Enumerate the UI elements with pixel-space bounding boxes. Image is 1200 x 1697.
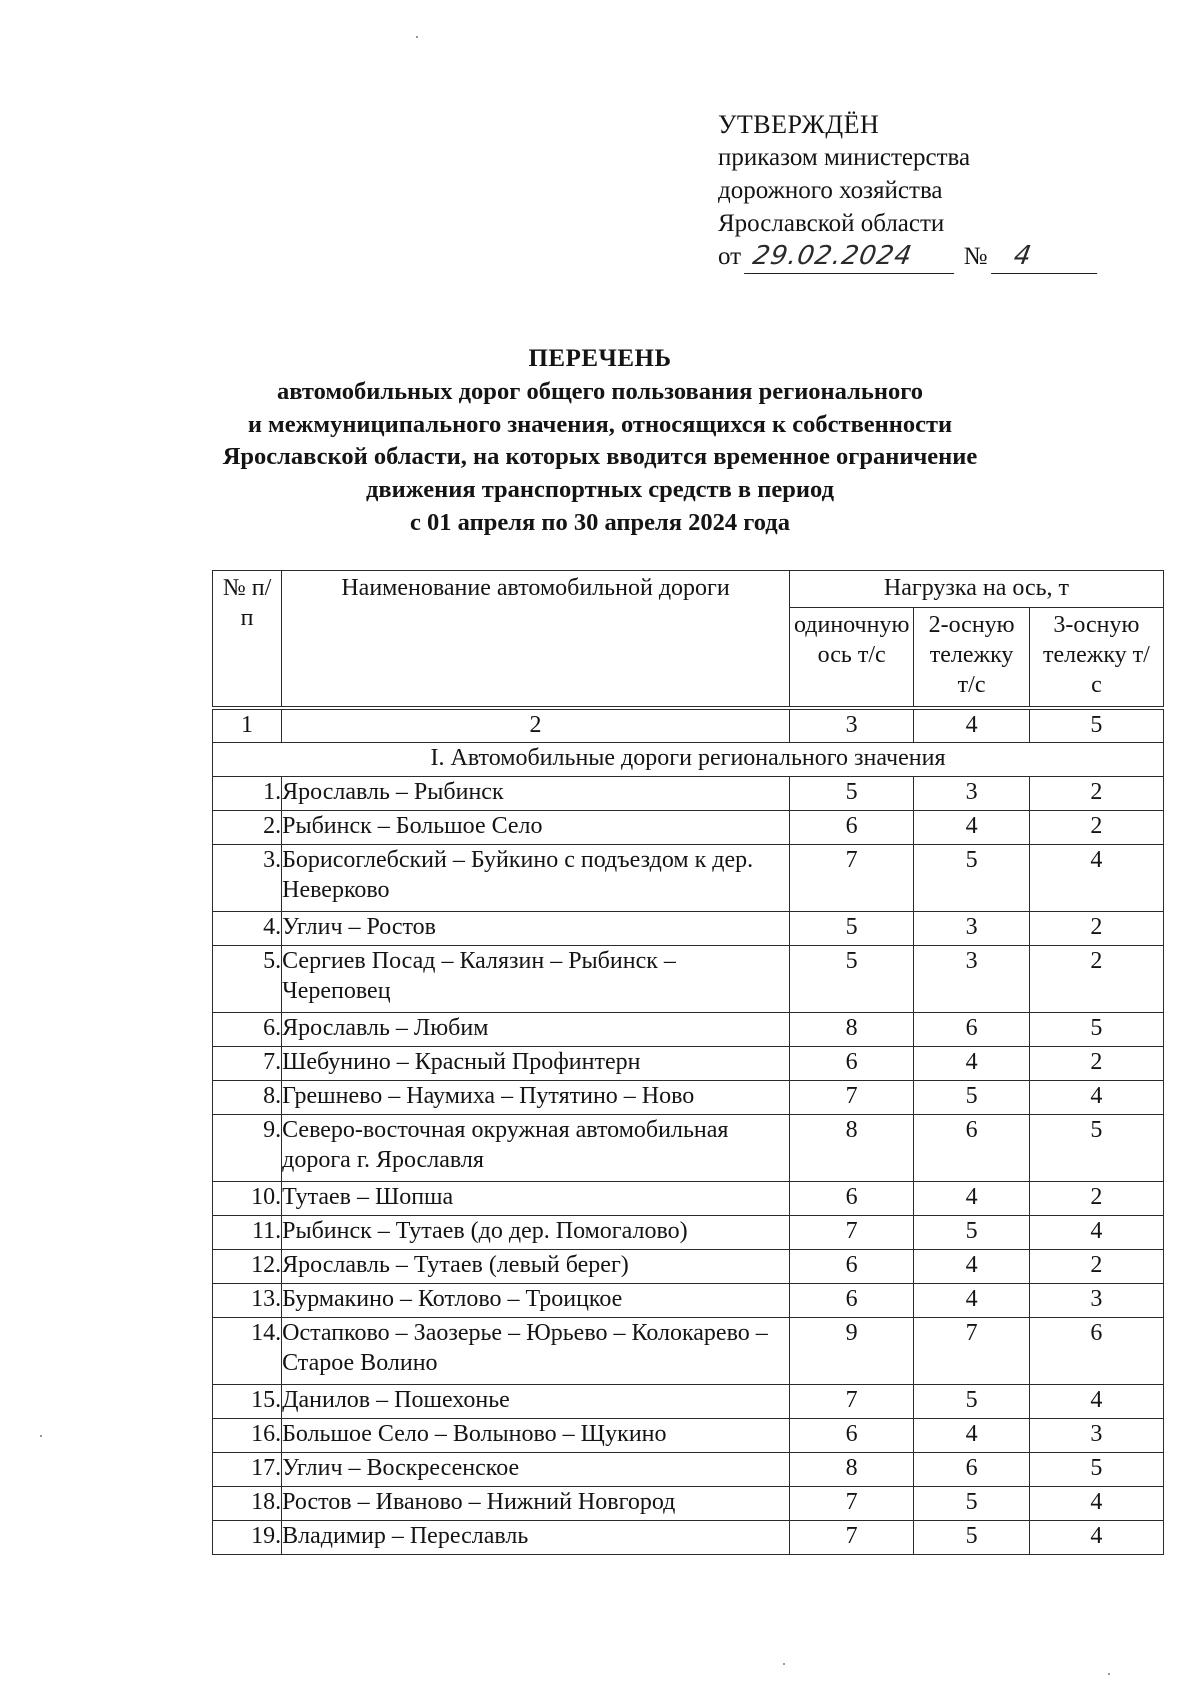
header-number: № п/п [213, 571, 282, 708]
approval-line-1: приказом министерства [718, 144, 971, 171]
three-axle-load: 2 [1029, 945, 1163, 1012]
two-axle-load: 5 [914, 1520, 1029, 1554]
row-number: 11. [213, 1215, 282, 1249]
column-number: 1 [213, 708, 282, 743]
title-main: ПЕРЕЧЕНЬ [528, 345, 672, 372]
three-axle-load: 2 [1029, 911, 1163, 945]
row-number: 12. [213, 1249, 282, 1283]
single-axle-load: 7 [789, 1520, 913, 1554]
three-axle-load: 5 [1029, 1114, 1163, 1181]
table-row [213, 1317, 1164, 1384]
single-axle-load: 6 [789, 1046, 913, 1080]
single-axle-load: 5 [789, 911, 913, 945]
single-axle-load: 8 [789, 1452, 913, 1486]
row-number: 9. [213, 1114, 282, 1181]
single-axle-load: 8 [789, 1012, 913, 1046]
two-axle-load: 4 [914, 1249, 1029, 1283]
row-number: 16. [213, 1418, 282, 1452]
number-label: № [963, 243, 988, 270]
three-axle-load: 4 [1029, 1486, 1163, 1520]
table-row [213, 1486, 1164, 1520]
approval-line-3: Ярославской области [718, 210, 945, 237]
document-title [0, 343, 1200, 540]
two-axle-load: 5 [914, 1384, 1029, 1418]
two-axle-load: 4 [914, 1046, 1029, 1080]
single-axle-load: 6 [789, 1418, 913, 1452]
two-axle-load: 5 [914, 1215, 1029, 1249]
single-axle-load: 5 [789, 945, 913, 1012]
title-line-5: с 01 апреля по 30 апреля 2024 года [410, 508, 790, 536]
table-row [213, 1046, 1164, 1080]
scan-speck [416, 36, 418, 38]
handwritten-date: 29.02.2024 [744, 240, 960, 274]
three-axle-load: 5 [1029, 1012, 1163, 1046]
single-axle-load: 7 [789, 1384, 913, 1418]
approval-date-line [718, 240, 1100, 274]
header-road-name: Наименование автомобильной дороги [282, 571, 790, 708]
roads-table [212, 570, 1164, 1555]
date-prefix: от [718, 243, 742, 270]
road-name: Рыбинск – Большое Село [282, 810, 790, 844]
two-axle-load: 6 [914, 1114, 1029, 1181]
table-row [213, 1215, 1164, 1249]
two-axle-load: 4 [914, 810, 1029, 844]
row-number: 4. [213, 911, 282, 945]
single-axle-load: 7 [789, 1215, 913, 1249]
row-number: 5. [213, 945, 282, 1012]
road-name: Углич – Воскресенское [282, 1452, 790, 1486]
table-row [213, 1418, 1164, 1452]
title-line-1: автомобильных дорог общего пользования регионального [277, 377, 923, 405]
three-axle-load: 2 [1029, 1249, 1163, 1283]
single-axle-load: 6 [789, 810, 913, 844]
three-axle-load: 2 [1029, 776, 1163, 810]
two-axle-load: 3 [914, 911, 1029, 945]
column-number: 2 [282, 708, 790, 743]
road-name: Ростов – Иваново – Нижний Новгород [282, 1486, 790, 1520]
table-row [213, 1080, 1164, 1114]
road-name: Грешнево – Наумиха – Путятино – Ново [282, 1080, 790, 1114]
road-name: Большое Село – Волыново – Щукино [282, 1418, 790, 1452]
row-number: 2. [213, 810, 282, 844]
table-row [213, 1249, 1164, 1283]
three-axle-load: 2 [1029, 810, 1163, 844]
single-axle-load: 7 [789, 844, 913, 911]
two-axle-load: 4 [914, 1181, 1029, 1215]
section-title: I. Автомобильные дороги регионального значения [213, 742, 1164, 776]
table-row [213, 1384, 1164, 1418]
three-axle-load: 6 [1029, 1317, 1163, 1384]
road-name: Тутаев – Шопша [282, 1181, 790, 1215]
road-name: Ярославль – Любим [282, 1012, 790, 1046]
three-axle-load: 4 [1029, 1384, 1163, 1418]
row-number: 19. [213, 1520, 282, 1554]
header-two-axle: 2-осную тележку т/с [914, 608, 1029, 708]
table-row [213, 1520, 1164, 1554]
approval-line-2: дорожного хозяйства [718, 177, 943, 204]
table-row [213, 1452, 1164, 1486]
row-number: 3. [213, 844, 282, 911]
row-number: 17. [213, 1452, 282, 1486]
two-axle-load: 5 [914, 844, 1029, 911]
single-axle-load: 9 [789, 1317, 913, 1384]
two-axle-load: 4 [914, 1418, 1029, 1452]
road-name: Остапково – Заозерье – Юрьево – Колокарево – Старое Волино [282, 1317, 790, 1384]
two-axle-load: 3 [914, 776, 1029, 810]
table-row [213, 945, 1164, 1012]
column-number: 4 [914, 708, 1029, 743]
table-row [213, 1181, 1164, 1215]
table-row [213, 844, 1164, 911]
road-name: Борисоглебский – Буйкино с подъездом к дер. Неверково [282, 844, 790, 911]
road-name: Ярославль – Рыбинск [282, 776, 790, 810]
two-axle-load: 4 [914, 1283, 1029, 1317]
table-row [213, 776, 1164, 810]
road-name: Углич – Ростов [282, 911, 790, 945]
two-axle-load: 5 [914, 1486, 1029, 1520]
handwritten-number: 4 [991, 240, 1103, 274]
scan-speck [783, 1663, 785, 1665]
three-axle-load: 4 [1029, 1080, 1163, 1114]
row-number: 6. [213, 1012, 282, 1046]
road-name: Шебунино – Красный Профинтерн [282, 1046, 790, 1080]
single-axle-load: 8 [789, 1114, 913, 1181]
three-axle-load: 4 [1029, 844, 1163, 911]
three-axle-load: 4 [1029, 1520, 1163, 1554]
three-axle-load: 3 [1029, 1283, 1163, 1317]
two-axle-load: 7 [914, 1317, 1029, 1384]
row-number: 13. [213, 1283, 282, 1317]
single-axle-load: 6 [789, 1249, 913, 1283]
road-name: Северо-восточная окружная автомобильная дорога г. Ярославля [282, 1114, 790, 1181]
column-number: 3 [789, 708, 913, 743]
title-line-3: Ярославской области, на которых вводится временное ограничение [222, 443, 978, 471]
road-name: Ярославль – Тутаев (левый берег) [282, 1249, 790, 1283]
table-row [213, 810, 1164, 844]
single-axle-load: 5 [789, 776, 913, 810]
single-axle-load: 6 [789, 1181, 913, 1215]
road-name: Данилов – Пошехонье [282, 1384, 790, 1418]
header-single-axle: одиночную ось т/с [789, 608, 913, 708]
two-axle-load: 6 [914, 1012, 1029, 1046]
road-name: Владимир – Переславль [282, 1520, 790, 1554]
row-number: 15. [213, 1384, 282, 1418]
scan-speck [40, 1435, 42, 1437]
row-number: 8. [213, 1080, 282, 1114]
three-axle-load: 2 [1029, 1046, 1163, 1080]
two-axle-load: 3 [914, 945, 1029, 1012]
approval-block [718, 108, 1100, 274]
row-number: 10. [213, 1181, 282, 1215]
table-row [213, 1114, 1164, 1181]
approval-heading: УТВЕРЖДЁН [718, 110, 880, 139]
three-axle-load: 5 [1029, 1452, 1163, 1486]
table-row [213, 1012, 1164, 1046]
single-axle-load: 6 [789, 1283, 913, 1317]
row-number: 7. [213, 1046, 282, 1080]
single-axle-load: 7 [789, 1486, 913, 1520]
three-axle-load: 2 [1029, 1181, 1163, 1215]
section-row [213, 742, 1164, 776]
title-line-4: движения транспортных средств в период [366, 476, 834, 504]
row-number: 18. [213, 1486, 282, 1520]
row-number: 14. [213, 1317, 282, 1384]
road-name: Бурмакино – Котлово – Троицкое [282, 1283, 790, 1317]
three-axle-load: 3 [1029, 1418, 1163, 1452]
road-name: Сергиев Посад – Калязин – Рыбинск – Череповец [282, 945, 790, 1012]
table-row [213, 1283, 1164, 1317]
header-three-axle: 3-осную тележку т/с [1029, 608, 1163, 708]
scan-speck [1108, 1673, 1110, 1675]
three-axle-load: 4 [1029, 1215, 1163, 1249]
row-number: 1. [213, 776, 282, 810]
title-line-2: и межмуниципального значения, относящихся к собственности [247, 410, 953, 438]
column-numbers-row [213, 708, 1164, 743]
two-axle-load: 5 [914, 1080, 1029, 1114]
road-name: Рыбинск – Тутаев (до дер. Помогалово) [282, 1215, 790, 1249]
header-axle-load: Нагрузка на ось, т [789, 571, 1163, 608]
table-row [213, 911, 1164, 945]
two-axle-load: 6 [914, 1452, 1029, 1486]
column-number: 5 [1029, 708, 1163, 743]
single-axle-load: 7 [789, 1080, 913, 1114]
